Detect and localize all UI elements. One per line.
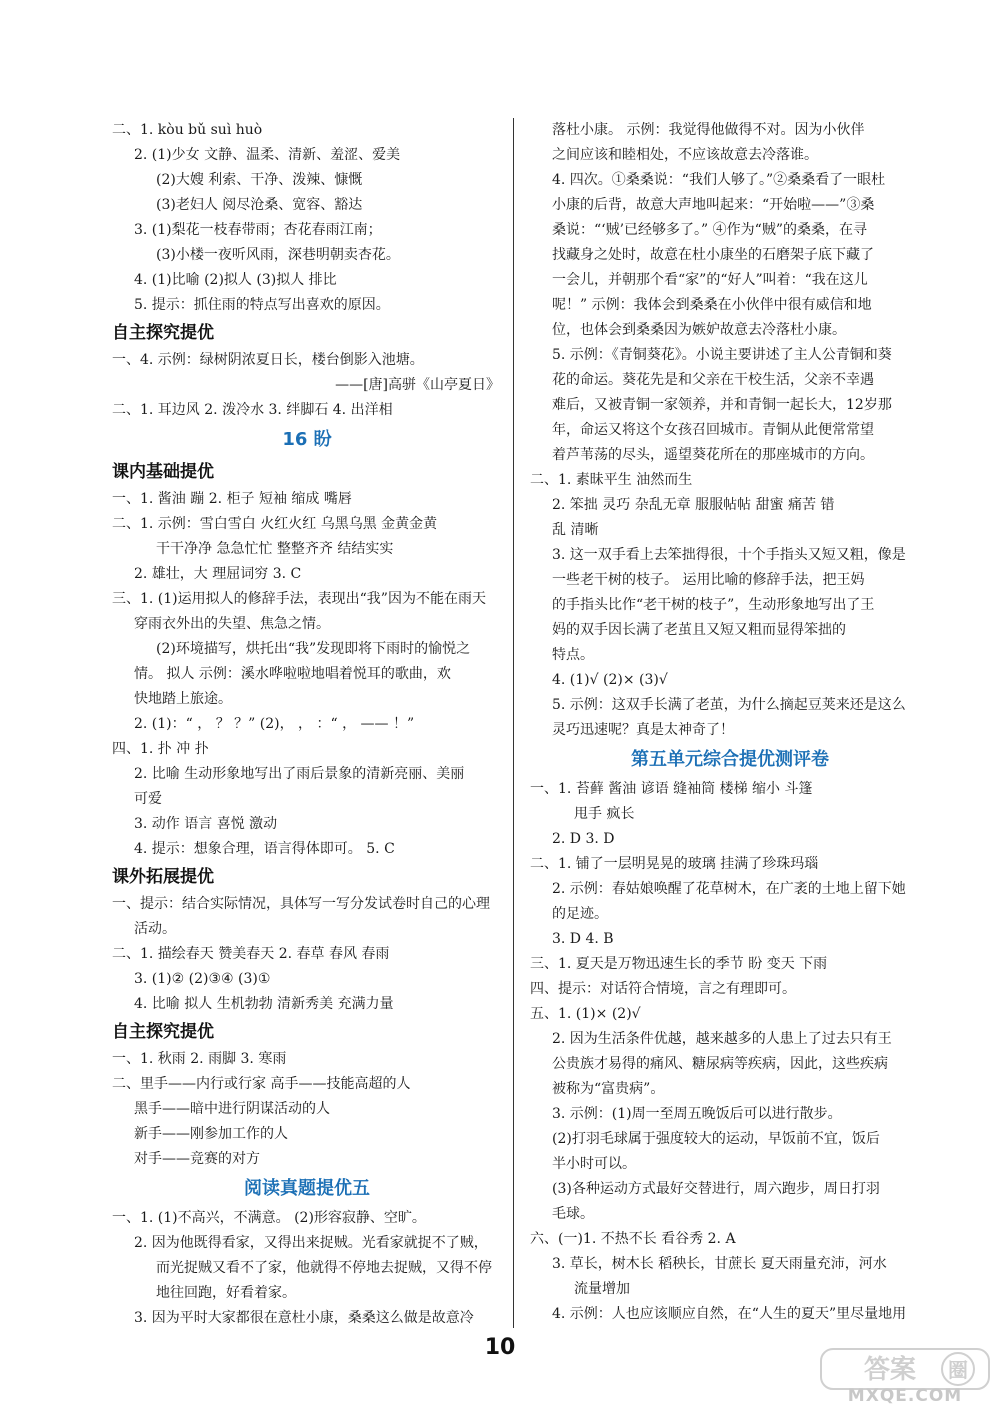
answer-line: 3. 动作 语言 喜悦 激动 xyxy=(134,816,278,832)
answer-line: 甩手 疯长 xyxy=(574,806,635,822)
answer-line: ——[唐]高骈《山亭夏日》 xyxy=(335,377,500,393)
answer-line: 4. (1)√ (2)× (3)√ xyxy=(552,672,668,688)
answer-line: 新手——刚参加工作的人 xyxy=(134,1126,288,1142)
answer-line: 三、1. 夏天是万物迅速生长的季节 盼 变天 下雨 xyxy=(530,956,828,972)
column-divider xyxy=(513,118,514,1328)
answer-line: 灵巧迅速呢？真是太神奇了！ xyxy=(552,722,734,738)
answer-line: 二、1. 铺了一层明晃晃的玻璃 挂满了珍珠玛瑙 xyxy=(530,856,819,872)
answer-line: 对手——竞赛的对方 xyxy=(134,1151,260,1167)
answer-line: 2. 笨拙 灵巧 杂乱无章 服服帖帖 甜蜜 痛苦 错 xyxy=(552,497,835,513)
answer-line: 位，也体会到桑桑因为嫉妒故意去冷落杜小康。 xyxy=(552,322,846,338)
section-heading: 自主探究提优 xyxy=(112,323,214,343)
answer-line: 一、1. (1)不高兴，不满意。 (2)形容寂静、空旷。 xyxy=(112,1210,426,1226)
answer-line: 一会儿，并朝那个看“家”的“好人”叫着：“我在这儿 xyxy=(552,272,868,288)
answer-line: 4. 四次。①桑桑说：“我们人够了。”②桑桑看了一眼杜 xyxy=(552,172,886,188)
answer-line: 4. 比喻 拟人 生机勃勃 清新秀美 充满力量 xyxy=(134,996,394,1012)
answer-line: 六、(一)1. 不热不长 看谷秀 2. A xyxy=(530,1231,736,1247)
answer-line: 二、1. 描绘春天 赞美春天 2. 春草 春风 春雨 xyxy=(112,946,390,962)
answer-line: 桑说：“‘贼’已经够多了。” ④作为“贼”的桑桑，在寻 xyxy=(552,222,867,238)
answer-line: 年，命运又将这个女孩召回城市。青铜从此便常常望 xyxy=(552,422,874,438)
answer-line: 小康的后背，故意大声地叫起来：“开始啦——”③桑 xyxy=(552,197,875,213)
left-column xyxy=(112,118,502,1331)
answer-line: 情。 拟人 示例：溪水哗啦啦地唱着悦耳的歌曲，欢 xyxy=(134,666,451,682)
answer-line: (3)小楼一夜听风雨，深巷明朝卖杏花。 xyxy=(156,247,400,263)
answer-line: 找藏身之处时，故意在杜小康坐的石磨架子底下藏了 xyxy=(552,247,874,263)
answer-line: (3)各种运动方式最好交替进行，周六跑步，周日打羽 xyxy=(552,1181,880,1197)
answer-line: 3. 因为平时大家都很在意杜小康，桑桑这么做是故意冷 xyxy=(134,1310,474,1326)
answer-line: 2. 因为生活条件优越，越来越多的人患上了过去只有王 xyxy=(552,1031,892,1047)
answer-line: 穿雨衣外出的失望、焦急之情。 xyxy=(134,616,330,632)
answer-line: 三、1. (1)运用拟人的修辞手法，表现出“我”因为不能在雨天 xyxy=(112,591,486,607)
section-heading: 课内基础提优 xyxy=(112,462,214,482)
answer-line: 3. 示例：(1)周一至周五晚饭后可以进行散步。 xyxy=(552,1106,842,1122)
answer-line: 2. 因为他既得看家，又得出来捉贼。光看家就捉不了贼， xyxy=(134,1235,488,1251)
answer-line: 半小时可以。 xyxy=(552,1156,636,1172)
answer-line: (2)环境描写，烘托出“我”发现即将下雨时的愉悦之 xyxy=(156,641,471,657)
answer-line: 之间应该和睦相处，不应该故意去冷落谁。 xyxy=(552,147,818,163)
answer-line: 4. 提示：想象合理，语言得体即可。 5. C xyxy=(134,841,395,857)
right-column xyxy=(530,118,930,1327)
answer-line: 可爱 xyxy=(134,791,162,807)
page-number: 10 xyxy=(484,1335,516,1360)
answer-line: 2. 示例：春姑娘唤醒了花草树木，在广袤的土地上留下她 xyxy=(552,881,906,897)
answer-line: 四、提示：对话符合情境，言之有理即可。 xyxy=(530,981,796,997)
answer-line: 3. 草长，树木长 稻秧长，甘蔗长 夏天雨量充沛，河水 xyxy=(552,1256,887,1272)
answer-line: 2. 比喻 生动形象地写出了雨后景象的清新亮丽、美丽 xyxy=(134,766,465,782)
answer-line: 4. (1)比喻 (2)拟人 (3)拟人 排比 xyxy=(134,272,337,288)
section-heading: 课外拓展提优 xyxy=(112,867,214,887)
answer-line: 5. 示例：《青铜葵花》。小说主要讲述了主人公青铜和葵 xyxy=(552,347,892,363)
answer-line: 难后，又被青铜一家领养，并和青铜一起长大，12岁那 xyxy=(552,397,892,413)
answer-line: 的手指头比作“老干树的枝子”，生动形象地写出了王 xyxy=(552,597,875,613)
answer-line: 落杜小康。 示例：我觉得他做得不对。因为小伙伴 xyxy=(552,122,865,138)
section-heading: 自主探究提优 xyxy=(112,1022,214,1042)
answer-line: 而光捉贼又看不了家，他就得不停地去捉贼，又得不停 xyxy=(156,1260,492,1276)
answer-line: 3. (1)梨花一枝春带雨；杏花春雨江南； xyxy=(134,222,382,238)
answer-line: (3)老妇人 阅尽沧桑、宽容、豁达 xyxy=(156,197,363,213)
answer-line: 一些老干树的枝子。 运用比喻的修辞手法，把王妈 xyxy=(552,572,865,588)
answer-line: 一、提示：结合实际情况，具体写一写分发试卷时自己的心理 xyxy=(112,896,490,912)
answer-line: 2. (1)：“ ， ？ ？” (2)， ， ：“ ， —— ！” xyxy=(134,716,415,732)
answer-line: 2. 雄壮，大 理屈词穷 3. C xyxy=(134,566,302,582)
answer-line: 流量增加 xyxy=(574,1281,630,1297)
answer-line: 5. 示例：这双手长满了老茧，为什么摘起豆荚来还是这么 xyxy=(552,697,906,713)
answer-line: 3. D 4. B xyxy=(552,931,614,947)
answer-line: 3. 这一双手看上去笨拙得很，十个手指头又短又粗，像是 xyxy=(552,547,906,563)
answer-line: 五、1. (1)× (2)√ xyxy=(530,1006,641,1022)
answer-line: 呢！” 示例：我体会到桑桑在小伙伴中很有威信和地 xyxy=(552,297,872,313)
answer-line: 3. (1)② (2)③④ (3)① xyxy=(134,971,271,987)
answer-line: 毛球。 xyxy=(552,1206,594,1222)
svg-text:答案: 答案 xyxy=(863,1355,917,1385)
answer-line: 黑手——暗中进行阴谋活动的人 xyxy=(134,1101,330,1117)
answer-line: 地往回跑，好看着家。 xyxy=(156,1285,296,1301)
answer-line: 一、1. 苔藓 酱油 谚语 缝袖筒 楼梯 缩小 斗篷 xyxy=(530,781,813,797)
answer-line: 二、1. 素昧平生 油然而生 xyxy=(530,472,693,488)
lesson-title: 第五单元综合提优测评卷 xyxy=(631,749,829,770)
answer-line: 一、1. 秋雨 2. 雨脚 3. 寒雨 xyxy=(112,1051,287,1067)
answer-line: 一、4. 示例：绿树阴浓夏日长，楼台倒影入池塘。 xyxy=(112,352,424,368)
watermark-site: MXQE.COM xyxy=(847,1386,963,1406)
answer-line: 二、1. kòu bǔ suì huò xyxy=(112,122,263,138)
answer-line: 花的命运。葵花先是和父亲在干校生活，父亲不幸遇 xyxy=(552,372,874,388)
answer-line: 四、1. 扑 冲 扑 xyxy=(112,741,209,757)
answer-line: 乱 清晰 xyxy=(552,522,599,538)
svg-text:圈: 圈 xyxy=(948,1358,968,1382)
answer-line: 2. D 3. D xyxy=(552,831,615,847)
answer-line: 2. (1)少女 文静、温柔、清新、羞涩、爱美 xyxy=(134,147,401,163)
answer-line: 一、1. 酱油 蹦 2. 柜子 短袖 缩成 嘴唇 xyxy=(112,491,352,507)
answer-line: 快地踏上旅途。 xyxy=(134,691,232,707)
answer-line: 公贵族才易得的痛风、糖尿病等疾病，因此，这些疾病 xyxy=(552,1056,888,1072)
answer-line: 二、1. 示例：雪白雪白 火红火红 乌黑乌黑 金黄金黄 xyxy=(112,516,438,532)
answer-line: 4. 示例：人也应该顺应自然，在“人生的夏天”里尽量地用 xyxy=(552,1306,907,1322)
answer-line: 二、1. 耳边风 2. 泼冷水 3. 绊脚石 4. 出洋相 xyxy=(112,402,393,418)
answer-line: 特点。 xyxy=(552,647,594,663)
answer-line: (2)打羽毛球属于强度较大的运动，早饭前不宜，饭后 xyxy=(552,1131,880,1147)
answer-line: 5. 提示：抓住雨的特点写出喜欢的原因。 xyxy=(134,297,390,313)
answer-line: (2)大嫂 利索、干净、泼辣、慷慨 xyxy=(156,172,363,188)
answer-line: 妈的双手因长满了老茧且又短又粗而显得笨拙的 xyxy=(552,622,846,638)
answer-line: 的足迹。 xyxy=(552,906,608,922)
lesson-title: 16 盼 xyxy=(282,429,332,450)
answer-line: 二、里手——内行或行家 高手——技能高超的人 xyxy=(112,1076,411,1092)
answer-line: 活动。 xyxy=(134,921,176,937)
answer-line: 着芦苇荡的尽头，遥望葵花所在的那座城市的方向。 xyxy=(552,447,874,463)
lesson-title: 阅读真题提优五 xyxy=(244,1178,370,1199)
answer-line: 干干净净 急急忙忙 整整齐齐 结结实实 xyxy=(156,541,394,557)
answer-line: 被称为“富贵病”。 xyxy=(552,1081,665,1097)
